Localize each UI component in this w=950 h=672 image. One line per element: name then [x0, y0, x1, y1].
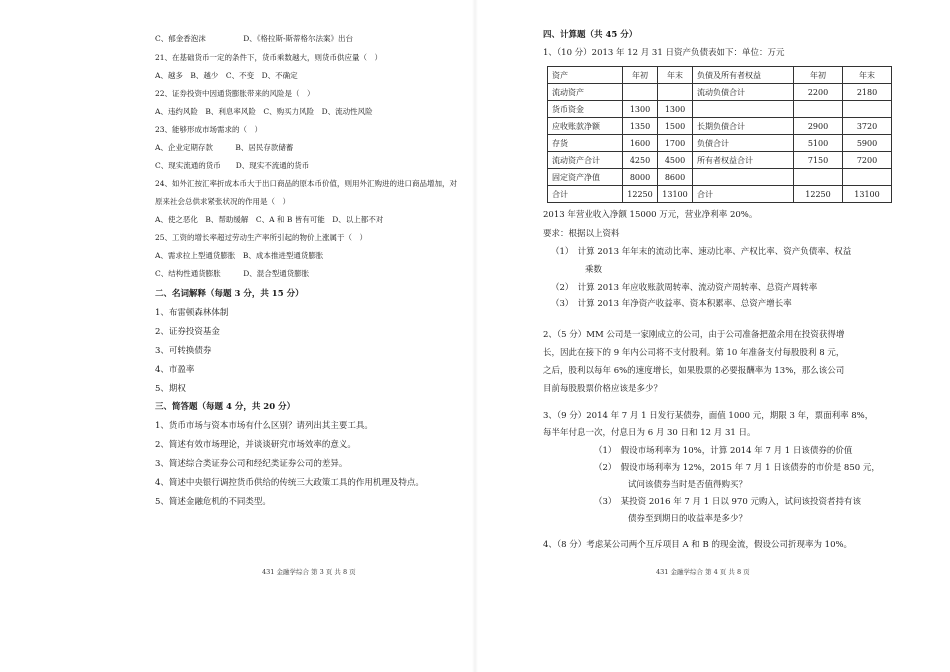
text-line: 原来社会总供求紧张状况的作用是（ ）: [155, 197, 290, 206]
question-text: 长，因此在接下的 9 年内公司将不支付股利。第 10 年准备支付每股股利 8 元，: [543, 348, 845, 358]
table-row: [548, 135, 892, 152]
text-line: 21、在基础货币一定的条件下，货币乘数越大，则货币供应量（ ）: [155, 53, 383, 62]
table-cell: 存货: [548, 135, 623, 152]
table-cell: 7150: [794, 152, 843, 169]
table-cell: [794, 169, 843, 186]
table-cell: 流动资产: [548, 84, 623, 101]
balance-sheet-table: [547, 66, 892, 203]
table-header: 年末: [658, 67, 693, 84]
table-cell: [623, 84, 658, 101]
table-cell: 2900: [794, 118, 843, 135]
table-cell: 12250: [794, 186, 843, 203]
table-cell: 1600: [623, 135, 658, 152]
sub-question: （3） 计算 2013 年净资产收益率、资本积累率、总资产增长率: [551, 299, 792, 309]
list-item: 1、货币市场与资本市场有什么区别？请列出其主要工具。: [155, 421, 373, 431]
table-row: [548, 118, 892, 135]
text-line: 23、能够形成市场需求的（ ）: [155, 125, 263, 134]
sub-question: （1） 假设市场利率为 10%，计算 2014 年 7 月 1 日该债券的价值: [594, 446, 853, 456]
sub-question: 乘数: [551, 265, 603, 275]
sub-question: （2） 假设市场利率为 12%，2015 年 7 月 1 日该债券的市价是 850 元，: [594, 463, 880, 473]
text-line: C、郁金香泡沫 D、《格拉斯-斯蒂格尔法案》出台: [155, 34, 354, 43]
sub-question: 试问该债券当时是否值得购买？: [594, 480, 748, 490]
table-cell: 3720: [843, 118, 892, 135]
table-header: 年末: [843, 67, 892, 84]
table-cell: 2180: [843, 84, 892, 101]
table-header: 资产: [548, 67, 623, 84]
question-text: 3、（9 分）2014 年 7 月 1 日发行某债券，面值 1000 元，期限 3 年，票面利率 8%，: [543, 411, 874, 421]
table-cell: 7200: [843, 152, 892, 169]
question-text: 目前每股股票价格应该是多少？: [543, 384, 663, 394]
table-row: [548, 84, 892, 101]
question-text: 每半年付息一次，付息日为 6 月 30 日和 12 月 31 日。: [543, 428, 756, 438]
text-line: A、违约风险 B、利息率风险 C、购买力风险 D、流动性风险: [155, 107, 373, 116]
table-cell: 4500: [658, 152, 693, 169]
text-line: 22、证券投资中因通货膨胀带来的风险是（ ）: [155, 89, 315, 98]
text-line: A、需求拉上型通货膨胀 B、成本推进型通货膨胀: [155, 251, 324, 260]
table-cell: 流动负债合计: [693, 84, 794, 101]
text-line: C、结构性通货膨胀 D、混合型通货膨胀: [155, 269, 310, 278]
text-line: A、使之恶化 B、帮助缓解 C、A 和 B 皆有可能 D、以上都不对: [155, 215, 384, 224]
text-line: 2013 年营业收入净额 15000 万元，营业净利率 20%。: [543, 210, 758, 220]
list-item: 3、可转换债券: [155, 346, 212, 356]
table-cell: 13100: [843, 186, 892, 203]
table-cell: 1300: [658, 101, 693, 118]
section-title: 三、简答题（每题 4 分，共 20 分）: [155, 402, 296, 412]
table-cell: [843, 169, 892, 186]
section-title: 二、名词解释（每题 3 分，共 15 分）: [155, 289, 304, 299]
question-text: 2、（5 分）MM 公司是一家刚成立的公司，由于公司准备把盈余用在投资获得增: [543, 330, 845, 340]
sub-question: （2） 计算 2013 年应收账款周转率、流动资产周转率、总资产周转率: [551, 283, 818, 293]
text-line: C、现实流通的货币 D、现实不流通的货币: [155, 161, 310, 170]
page-fold: [472, 0, 478, 672]
table-cell: 固定资产净值: [548, 169, 623, 186]
table-header-row: [548, 67, 892, 84]
table-row: [548, 186, 892, 203]
sub-question: 债券至到期日的收益率是多少？: [594, 514, 748, 524]
table-cell: 4250: [623, 152, 658, 169]
table-cell: [693, 169, 794, 186]
table-cell: 1500: [658, 118, 693, 135]
text-line: A、企业定期存款 B、居民存款储蓄: [155, 143, 294, 152]
table-cell: [658, 84, 693, 101]
table-header: 年初: [794, 67, 843, 84]
table-cell: 流动资产合计: [548, 152, 623, 169]
list-item: 3、简述综合类证券公司和经纪类证券公司的差异。: [155, 459, 348, 469]
table-cell: 5900: [843, 135, 892, 152]
list-item: 2、证券投资基金: [155, 327, 220, 337]
question-text: 4、（8 分）考虑某公司两个互斥项目 A 和 B 的现金流，假设公司折现率为 10%。: [543, 540, 853, 550]
table-row: [548, 169, 892, 186]
table-cell: [843, 101, 892, 118]
sub-question: （1） 计算 2013 年年末的流动比率、速动比率、产权比率、资产负债率、权益: [551, 247, 852, 257]
text-line: 25、工资的增长率超过劳动生产率所引起的物价上涨属于（ ）: [155, 233, 368, 242]
table-row: [548, 101, 892, 118]
list-item: 4、市盈率: [155, 365, 195, 375]
sub-question: （3） 某投资 2016 年 7 月 1 日以 970 元购入，试问该投资者持有该: [594, 497, 861, 507]
table-cell: [794, 101, 843, 118]
text-line: 24、如外汇按汇率折成本币大于出口商品的原本币价值，则用外汇购进的进口商品增加，对: [155, 179, 458, 188]
page-footer: 431 金融学综合 第 4 页 共 8 页: [656, 568, 750, 576]
text-line: A、越多 B、越少 C、不变 D、不确定: [155, 71, 298, 80]
table-cell: 应收账款净额: [548, 118, 623, 135]
list-item: 5、简述金融危机的不同类型。: [155, 497, 271, 507]
table-row: [548, 152, 892, 169]
text-line: 要求：根据以上资料: [543, 229, 620, 239]
question-intro: 1、（10 分）2013 年 12 月 31 日资产负债表如下：单位：万元: [543, 48, 785, 58]
table-cell: 合计: [548, 186, 623, 203]
table-cell: 8600: [658, 169, 693, 186]
table-cell: 2200: [794, 84, 843, 101]
table-cell: 所有者权益合计: [693, 152, 794, 169]
table-header: 年初: [623, 67, 658, 84]
list-item: 2、简述有效市场理论，并谈谈研究市场效率的意义。: [155, 440, 356, 450]
table-cell: 13100: [658, 186, 693, 203]
table-cell: 1300: [623, 101, 658, 118]
table-cell: 8000: [623, 169, 658, 186]
table-header: 负债及所有者权益: [693, 67, 794, 84]
table-cell: 负债合计: [693, 135, 794, 152]
table-cell: 长期负债合计: [693, 118, 794, 135]
table-cell: 5100: [794, 135, 843, 152]
table-cell: 合计: [693, 186, 794, 203]
question-text: 之后，股利以每年 6%的速度增长，如果股票的必要报酬率为 13%，那么该公司: [543, 366, 845, 376]
page-footer: 431 金融学综合 第 3 页 共 8 页: [262, 568, 356, 576]
table-cell: 1700: [658, 135, 693, 152]
list-item: 4、简述中央银行调控货币供给的传统三大政策工具的作用机理及特点。: [155, 478, 424, 488]
section-title: 四、计算题（共 45 分）: [543, 30, 638, 40]
table-cell: [693, 101, 794, 118]
list-item: 5、期权: [155, 384, 186, 394]
list-item: 1、布雷顿森林体制: [155, 308, 229, 318]
table-cell: 12250: [623, 186, 658, 203]
table-cell: 1350: [623, 118, 658, 135]
table-cell: 货币资金: [548, 101, 623, 118]
